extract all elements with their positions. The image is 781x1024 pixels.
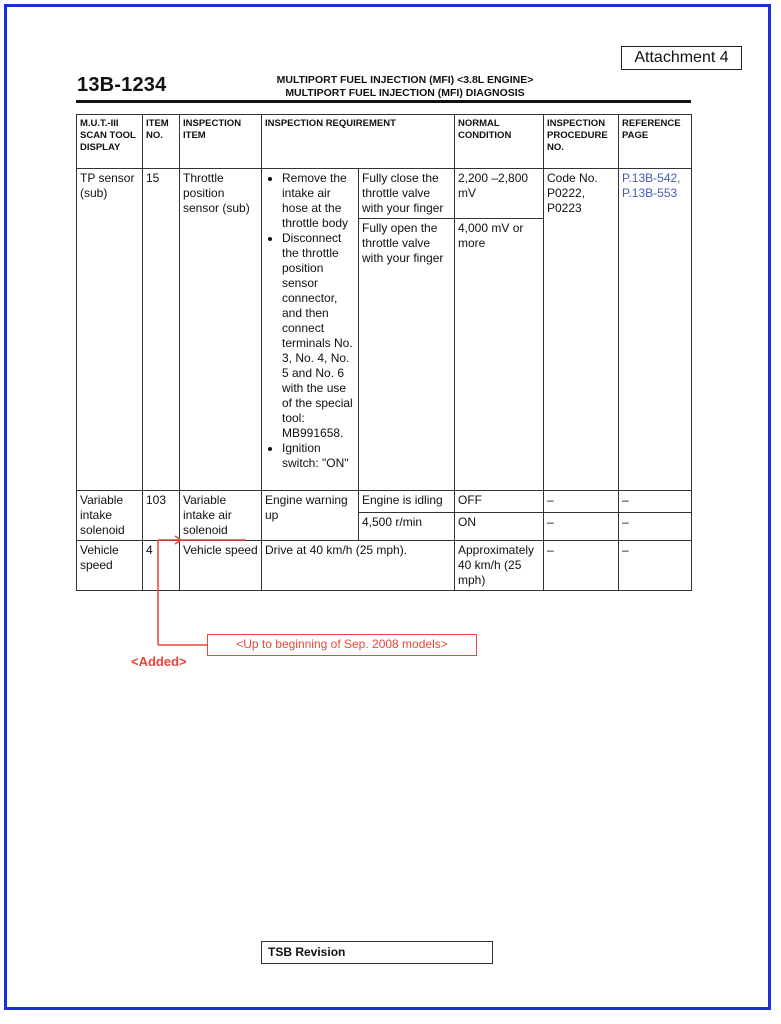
- cell-display: Variable intake solenoid: [77, 491, 143, 541]
- cell-requirement: Engine warning up: [262, 491, 359, 541]
- cell-condition: Fully close the throttle valve with your finger: [359, 169, 455, 219]
- cell-condition: Fully open the throttle valve with your finger: [359, 219, 455, 491]
- col-header-reference: REFERENCE PAGE: [619, 115, 692, 169]
- cell-inspection-item: Variable intake air solenoid: [180, 491, 262, 541]
- cell-procedure: –: [544, 513, 619, 541]
- cell-reference: –: [619, 513, 692, 541]
- col-header-requirement: INSPECTION REQUIREMENT: [262, 115, 455, 169]
- cell-condition: 4,500 r/min: [359, 513, 455, 541]
- col-header-normal: NORMAL CONDITION: [455, 115, 544, 169]
- cell-item-no: 15: [143, 169, 180, 491]
- cell-reference: –: [619, 541, 692, 591]
- cell-normal: ON: [455, 513, 544, 541]
- added-label: <Added>: [131, 654, 187, 669]
- col-header-inspection-item: INSPECTION ITEM: [180, 115, 262, 169]
- cell-normal: 2,200 –2,800 mV: [455, 169, 544, 219]
- cell-inspection-item: Vehicle speed: [180, 541, 262, 591]
- cell-normal: 4,000 mV or more: [455, 219, 544, 491]
- section-title-line1: MULTIPORT FUEL INJECTION (MFI) <3.8L ENGINE>: [276, 74, 534, 86]
- cell-normal: Approximately 40 km/h (25 mph): [455, 541, 544, 591]
- cell-display: Vehicle speed: [77, 541, 143, 591]
- attachment-label: Attachment 4: [621, 46, 742, 70]
- cell-normal: OFF: [455, 491, 544, 513]
- cell-procedure: –: [544, 491, 619, 513]
- requirement-bullet: • Ignition switch: "ON": [282, 441, 355, 471]
- cell-reference: –: [619, 491, 692, 513]
- page-id: 13B-1234: [77, 74, 167, 96]
- cell-item-no: 4: [143, 541, 180, 591]
- cell-inspection-item: Throttle position sensor (sub): [180, 169, 262, 491]
- revision-note-box: <Up to beginning of Sep. 2008 models>: [207, 634, 477, 656]
- cell-display: TP sensor (sub): [77, 169, 143, 491]
- cell-condition: Engine is idling: [359, 491, 455, 513]
- cell-procedure: –: [544, 541, 619, 591]
- cell-item-no: 103: [143, 491, 180, 541]
- cell-requirement: Drive at 40 km/h (25 mph).: [262, 541, 455, 591]
- requirement-bullet: • Remove the intake air hose at the throttle body: [282, 171, 355, 231]
- tsb-revision-box: TSB Revision: [261, 941, 493, 964]
- col-header-display: M.U.T.-III SCAN TOOL DISPLAY: [77, 115, 143, 169]
- requirement-bullet: • Disconnect the throttle position sensor connector, and then connect terminals No. 3, No. 4, No. 5 and No. 6 with the use of the special tool: MB991658.: [282, 231, 355, 441]
- cell-procedure: Code No. P0222, P0223: [544, 169, 619, 491]
- reference-link[interactable]: P.13B-542, P.13B-553: [619, 169, 692, 491]
- col-header-procedure: INSPECTION PROCEDURE NO.: [544, 115, 619, 169]
- section-title-line2: MULTIPORT FUEL INJECTION (MFI) DIAGNOSIS: [285, 87, 525, 99]
- col-header-item-no: ITEM NO.: [143, 115, 180, 169]
